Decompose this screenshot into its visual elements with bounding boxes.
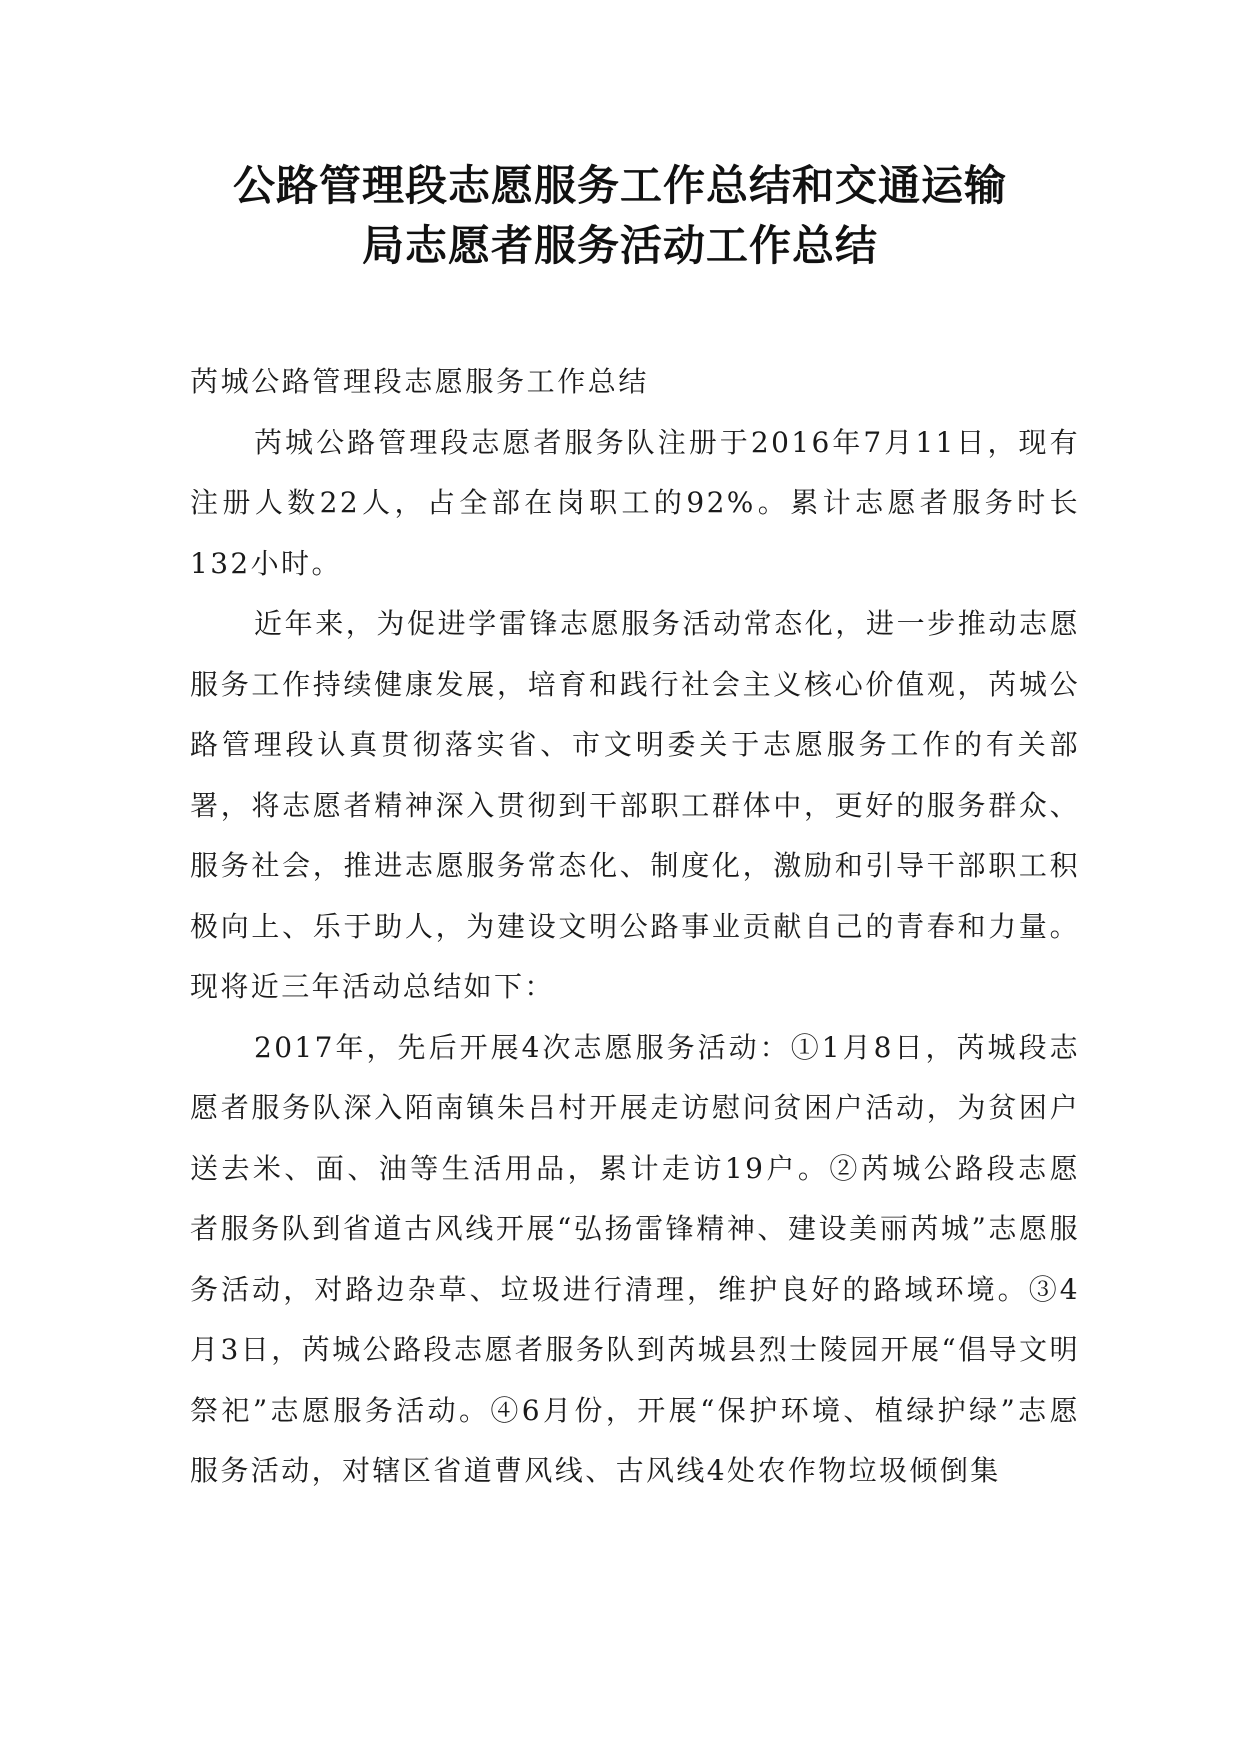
- paragraph-background: 近年来，为促进学雷锋志愿服务活动常态化，进一步推动志愿服务工作持续健康发展，培育和践行社会主义核心价值观，芮城公路管理段认真贯彻落实省、市文明委关于志愿服务工作的有关部署，将志愿者精神深入贯彻到干部职工群体中，更好的服务群众、服务社会，推进志愿服务常态化、制度化，激励和引导干部职工积极向上、乐于助人，为建设文明公路事业贡献自己的青春和力量。现将近三年活动总结如下：: [190, 607, 1080, 1003]
- paragraph-2017-activities: 2017年，先后开展4次志愿服务活动：①1月8日，芮城段志愿者服务队深入陌南镇朱吕村开展走访慰问贫困户活动，为贫困户送去米、面、油等生活用品，累计走访19户。②芮城公路段志愿者服务队到省道古风线开展“弘扬雷锋精神、建设美丽芮城”志愿服务活动，对路边杂草、垃圾进行清理，维护良好的路域环境。③4月3日，芮城公路段志愿者服务队到芮城县烈士陵园开展“倡导文明祭祀”志愿服务活动。④6月份，开展“保护环境、植绿护绿”志愿服务活动，对辖区省道曹风线、古风线4处农作物垃圾倾倒集: [190, 1030, 1080, 1487]
- document-title-line-1: 公路管理段志愿服务工作总结和交通运输: [232, 161, 1007, 210]
- paragraph-registration: 芮城公路管理段志愿者服务队注册于2016年7月11日，现有注册人数22人，占全部在岗职工的92%。累计志愿者服务时长132小时。: [190, 425, 1080, 580]
- document-body: [190, 352, 1080, 1502]
- document-title-line-2: 局志愿者服务活动工作总结: [361, 221, 878, 270]
- section-subtitle: 芮城公路管理段志愿服务工作总结: [190, 365, 650, 398]
